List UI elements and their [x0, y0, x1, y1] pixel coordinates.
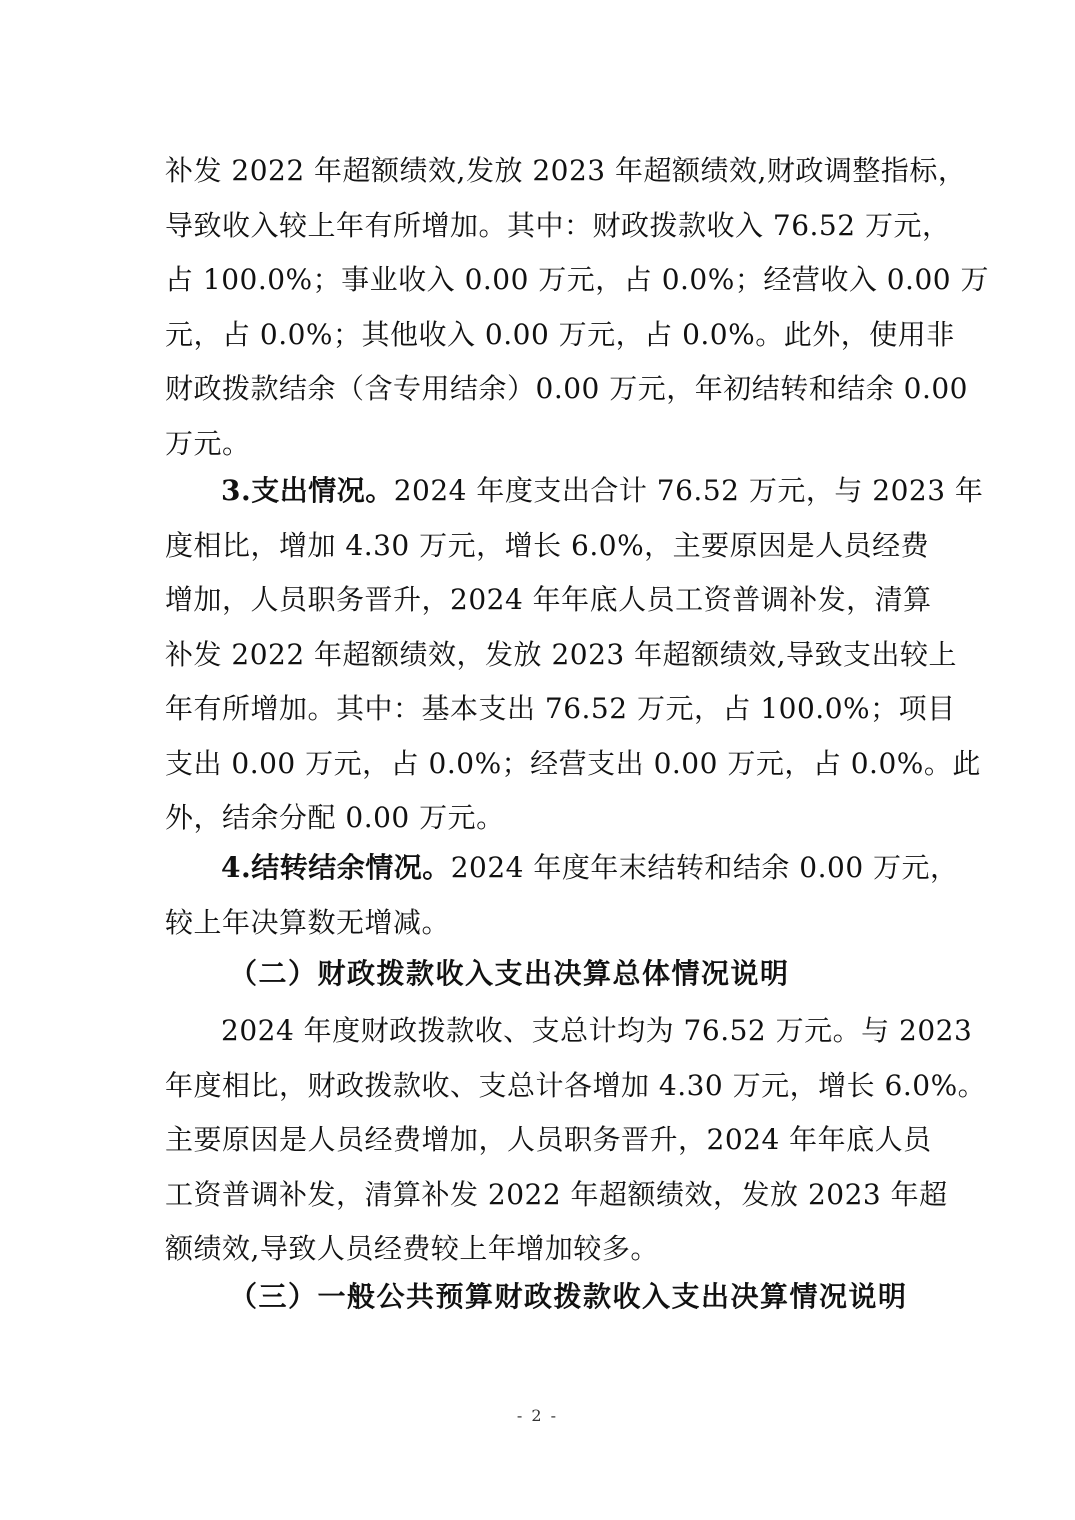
text-line: 补发 2022 年超额绩效,发放 2023 年超额绩效,财政调整指标， — [165, 154, 967, 187]
text-line: 万元。 — [165, 426, 251, 460]
paragraph-carryover — [165, 841, 959, 950]
page-number: - 2 - — [516, 1406, 559, 1425]
text-line-rest: 2024 年度年末结转和结余 0.00 万元， — [450, 851, 959, 884]
text-line: 占 100.0%；事业收入 0.00 万元，占 0.0%；经营收入 0.00 万 — [165, 263, 989, 296]
paragraph-fiscal-total — [165, 1004, 987, 1277]
text-line: 额绩效,导致人员经费较上年增加较多。 — [165, 1232, 659, 1265]
text-line: 元，占 0.0%；其他收入 0.00 万元，占 0.0%。此外，使用非 — [165, 317, 955, 351]
section-lead: 3.支出情况。 — [221, 474, 394, 507]
text-line-first — [165, 841, 959, 896]
section-lead: 4.结转结余情况。 — [221, 851, 451, 884]
paragraph-expenditure — [165, 464, 984, 846]
text-line: 度相比，增加 4.30 万元，增长 6.0%，主要原因是人员经费 — [165, 528, 930, 562]
text-line: 工资普调补发，清算补发 2022 年超额绩效，发放 2023 年超 — [165, 1177, 948, 1211]
text-line: 增加，人员职务晋升，2024 年年底人员工资普调补发，清算 — [165, 583, 932, 616]
text-line: 年度相比，财政拨款收、支总计各增加 4.30 万元，增长 6.0%。 — [165, 1068, 987, 1102]
text-line: 支出 0.00 万元，占 0.0%；经营支出 0.00 万元，占 0.0%。此 — [165, 746, 981, 780]
text-line-first: 2024 年度财政拨款收、支总计均为 76.52 万元。与 2023 — [221, 1014, 973, 1047]
paragraph-income-continued — [165, 144, 989, 471]
text-line: 导致收入较上年有所增加。其中：财政拨款收入 76.52 万元， — [165, 208, 951, 242]
text-line: 年有所增加。其中：基本支出 76.52 万元，占 100.0%；项目 — [165, 692, 956, 725]
text-line: 财政拨款结余（含专用结余）0.00 万元，年初结转和结余 0.00 — [165, 372, 968, 405]
text-line: 主要原因是人员经费增加，人员职务晋升，2024 年年底人员 — [165, 1123, 932, 1156]
section-heading-2: （二）财政拨款收入支出决算总体情况说明 — [229, 957, 790, 990]
text-line: 补发 2022 年超额绩效，发放 2023 年超额绩效,导致支出较上 — [165, 637, 958, 671]
text-line-rest: 2024 年度支出合计 76.52 万元，与 2023 年 — [393, 474, 984, 507]
section-heading-3: （三）一般公共预算财政拨款收入支出决算情况说明 — [229, 1280, 908, 1313]
text-line: 外，结余分配 0.00 万元。 — [165, 801, 505, 834]
text-line-first — [165, 464, 984, 519]
text-line: 较上年决算数无增减。 — [165, 905, 451, 939]
